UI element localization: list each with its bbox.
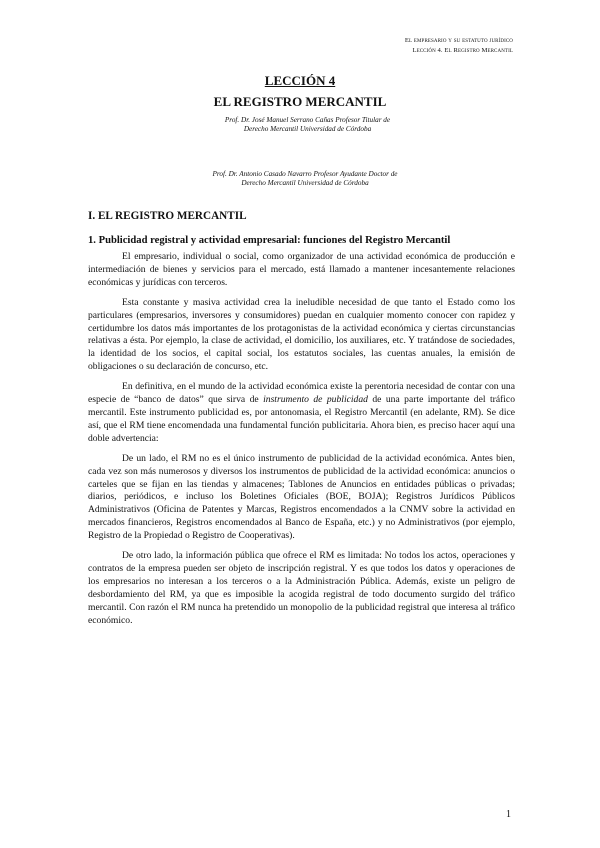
page-number: 1 <box>506 809 511 820</box>
lesson-number: LECCIÓN 4 <box>264 73 336 88</box>
body-text <box>88 251 515 634</box>
paragraph-3-end: de una parte importante del tráfico mercantil. Este instrumento publicidad es, por antonomasia, el Registro Mercantil (en adelante, RM). Se dice así, que el RM tiene encomendada una fundamental función publicitaria. Ahora bien, es preciso hacer aquí una doble advertencia: <box>88 394 515 444</box>
paragraph-5: De otro lado, la información pública que ofrece el RM es limitada: No todos los actos, operaciones y contratos de la empresa pueden ser objeto de inscripción registral. Y es que todos los datos y operaciones de los empresarios no interesan a los terceros o a la Administración Pública. Además, existe un peligro de desbordamiento del RM, ya que es imposible la acogida registral de todo documento surgido del tráfico mercantil. Con razón el RM nunca ha pretendido un monopolio de la publicidad registral que interesa al tráfico económico. <box>88 550 515 626</box>
title-block <box>88 73 512 110</box>
author-1: Prof. Dr. José Manuel Serrano Cañas Profesor Titular de Derecho Mercantil Universidad de Córdoba <box>224 116 391 134</box>
running-header <box>405 36 513 55</box>
author-2: Prof. Dr. Antonio Casado Navarro Profesor Ayudante Doctor de Derecho Mercantil Universidad de Córdoba <box>212 170 398 188</box>
paragraph-3-emphasis: instrumento de publicidad <box>263 394 368 406</box>
paragraph-3 <box>88 381 515 446</box>
subsection-heading: 1. Publicidad registral y actividad empresarial: funciones del Registro Mercantil <box>88 235 451 246</box>
paragraph-2: Esta constante y masiva actividad crea la ineludible necesidad de que tanto el Estado como los particulares (empresarios, inversores y consumidores) puedan en cualquier momento conocer con rapidez y certidumbre los datos más importantes de los protagonistas de la actividad económica y ciertas circunstancias relativas a ésta. Por ejemplo, la clase de actividad, el domicilio, los auxiliares, etc. Y tratándose de sociedades, la identidad de los socios, el capital social, los estatutos sociales, las cuentas anuales, la emisión de obligaciones o su declaración de concurso, etc. <box>88 296 515 373</box>
paragraph-4: De un lado, el RM no es el único instrumento de publicidad de la actividad económica. Antes bien, cada vez son más numerosos y diversos los instrumentos de publicidad de la actividad económica: anuncios o carteles que se fijan en las tiendas y almacenes; Tablones de Anuncios en entidades públicas o privadas; diarios, periódicos, e incluso los Boletines Oficiales (BOE, BOJA); Registros Jurídicos Públicos Administrativos (Oficina de Patentes y Marcas, Registros encomendados a la CNMV sobre la actividad en mercados financieros, Registros encomendados al Banco de España, etc.) y no Administrativos (por ejemplo, Registro de la Propiedad o Registro de Cooperativas). <box>88 452 515 542</box>
section-heading: I. EL REGISTRO MERCANTIL <box>88 210 247 222</box>
lesson-title: EL REGISTRO MERCANTIL <box>213 94 387 109</box>
paragraph-1: El empresario, individual o social, como organizador de una actividad económica de producción e intermediación de bienes y servicios para el mercado, está llamado a mantener incesantemente relaciones económicas y jurídicas con terceros. <box>88 251 515 288</box>
paragraph-3-start: En definitiva, en el mundo de la actividad económica existe la perentoria necesidad de contar con una especie de “banco de datos” que sirva de <box>88 381 515 406</box>
header-lesson-title: Lección 4. El Registro Mercantil <box>412 46 513 54</box>
header-book-title: El empresario y su estatuto jurídico <box>404 37 513 44</box>
